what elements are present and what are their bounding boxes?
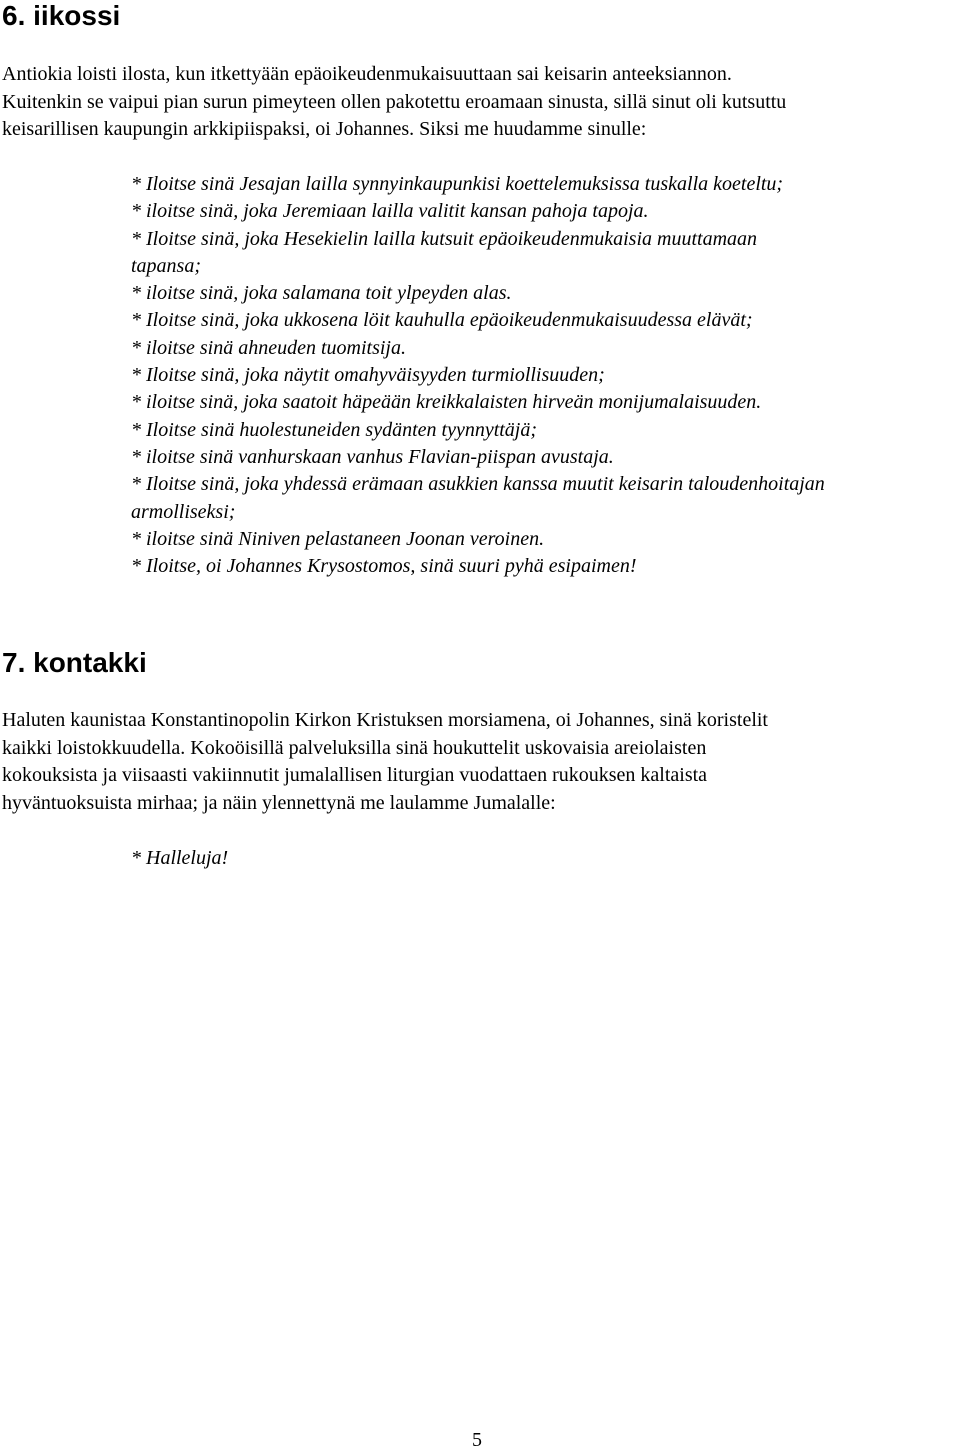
verse-line: * iloitse sinä, joka salamana toit ylpeyden alas. bbox=[131, 282, 512, 305]
verse-line: tapansa; bbox=[131, 254, 201, 277]
verse-line: * iloitse sinä vanhurskaan vanhus Flavian-piispan avustaja. bbox=[131, 445, 614, 468]
page-number: 5 bbox=[472, 1429, 482, 1451]
verse-line: * Iloitse sinä, joka ukkosena löit kauhulla epäoikeudenmukaisuudessa elävät; bbox=[131, 309, 753, 332]
verse-line: * Iloitse sinä, joka yhdessä erämaan asukkien kanssa muutit keisarin taloudenhoitajan bbox=[131, 473, 825, 496]
verse-line: * iloitse sinä ahneuden tuomitsija. bbox=[131, 336, 406, 359]
paragraph-line: Haluten kaunistaa Konstantinopolin Kirkon Kristuksen morsiamena, oi Johannes, sinä koristelit bbox=[2, 709, 768, 731]
paragraph-line: keisarillisen kaupungin arkkipiispaksi, oi Johannes. Siksi me huudamme sinulle: bbox=[2, 118, 647, 140]
paragraph-line: kokouksista ja viisaasti vakiinnutit jumalallisen liturgian vuodattaen rukouksen kaltaista bbox=[2, 764, 708, 786]
verse-line: * Iloitse sinä, joka näytit omahyväisyyden turmiollisuuden; bbox=[131, 364, 605, 387]
verse-line: * Iloitse sinä, joka Hesekielin lailla kutsuit epäoikeudenmukaisia muuttamaan bbox=[131, 227, 758, 250]
verse-line: armolliseksi; bbox=[131, 500, 236, 523]
verse-line: * Iloitse, oi Johannes Krysostomos, sinä suuri pyhä esipaimen! bbox=[131, 555, 637, 578]
paragraph-line: Antiokia loisti ilosta, kun itkettyään epäoikeudenmukaisuuttaan sai keisarin anteeksiannon. bbox=[2, 63, 732, 85]
paragraph-line: kaikki loistokkuudella. Kokoöisillä palveluksilla sinä houkuttelit uskovaisia areiolaisten bbox=[2, 736, 707, 759]
kontakki-paragraph bbox=[2, 707, 954, 817]
verse-line: * Iloitse sinä huolestuneiden sydänten tyynnyttäjä; bbox=[131, 418, 538, 441]
kontakki-response: * Halleluja! bbox=[131, 847, 229, 869]
ikossi-paragraph bbox=[2, 61, 954, 144]
verse-line: * Iloitse sinä Jesajan lailla synnyinkaupunkisi koettelemuksissa tuskalla koeteltu; bbox=[131, 173, 784, 195]
kontakki-heading: 7. kontakki bbox=[2, 647, 147, 678]
ikossi-verses bbox=[131, 171, 957, 580]
verse-line: * iloitse sinä Niniven pelastaneen Joonan veroinen. bbox=[131, 527, 545, 550]
ikossi-heading: 6. iikossi bbox=[2, 0, 121, 31]
verse-line: * iloitse sinä, joka Jeremiaan lailla valitit kansan pahoja tapoja. bbox=[131, 200, 649, 223]
verse-line: * iloitse sinä, joka saatoit häpeään kreikkalaisten hirveän monijumalaisuuden. bbox=[131, 391, 762, 414]
paragraph-line: hyväntuoksuista mirhaa; ja näin ylennettynä me laulamme Jumalalle: bbox=[2, 791, 556, 814]
paragraph-line: Kuitenkin se vaipui pian surun pimeyteen ollen pakotettu eroamaan sinusta, sillä sinut oli kutsuttu bbox=[2, 90, 787, 113]
